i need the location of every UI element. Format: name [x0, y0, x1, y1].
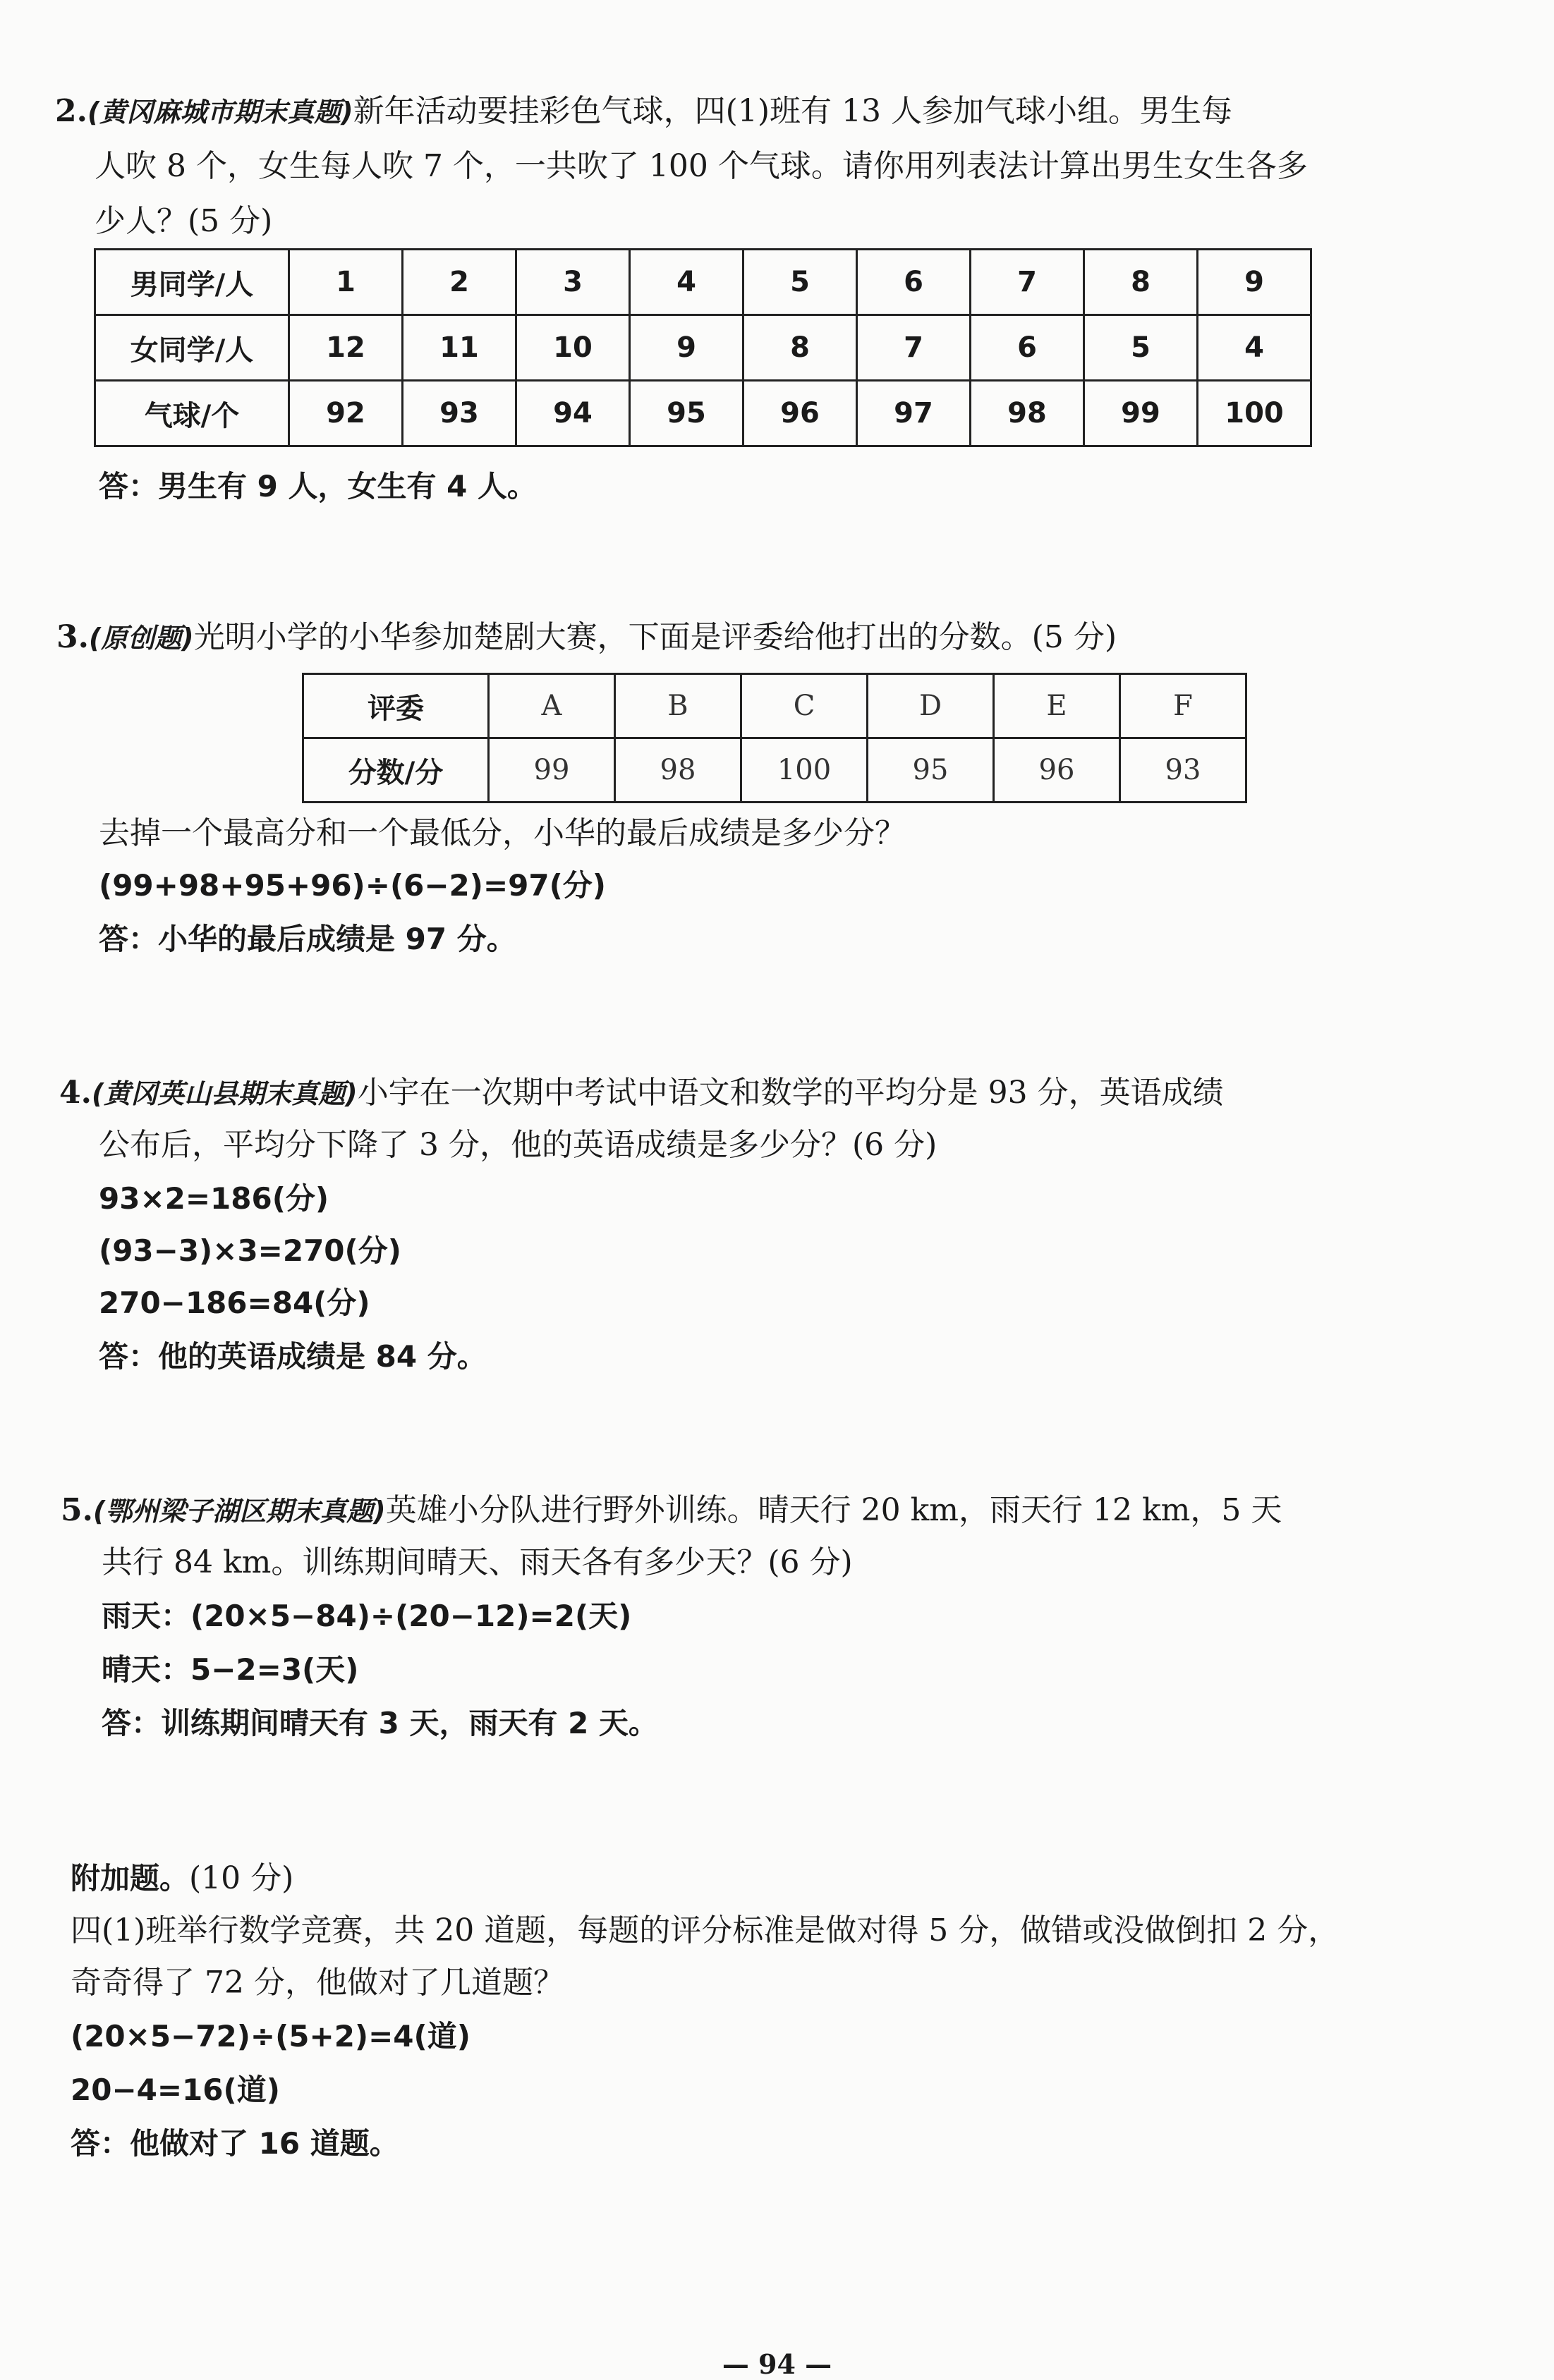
bonus-line2: 奇奇得了 72 分，他做对了几道题？: [71, 1965, 564, 2001]
q2-cell: 2: [403, 250, 516, 315]
q2-cell: 3: [516, 250, 630, 315]
q3-number: 3.: [56, 619, 89, 655]
q3-cell: 99: [489, 738, 615, 803]
q2-cell: 10: [516, 315, 630, 381]
q2-cell: 4: [630, 250, 743, 315]
q3-cell: 98: [615, 738, 741, 803]
q2-cell: 6: [857, 250, 971, 315]
q2-cell: 7: [971, 250, 1084, 315]
q4-text1: 小宇在一次期中考试中语文和数学的平均分是 93 分，英语成绩: [357, 1075, 1224, 1111]
q2-number: 2.: [55, 93, 87, 129]
q2-text1: 新年活动要挂彩色气球，四(1)班有 13 人参加气球小组。男生每: [353, 93, 1232, 129]
q3-cell: 100: [741, 738, 868, 803]
q3-row-header: 分数/分: [303, 738, 489, 803]
q2-cell: 92: [289, 381, 403, 446]
q3-answer: 答：小华的最后成绩是 97 分。: [99, 922, 516, 956]
q2-cell: 96: [743, 381, 857, 446]
q2-cell: 95: [630, 381, 743, 446]
bonus-line1: 四(1)班举行数学竞赛，共 20 道题，每题的评分标准是做对得 5 分，做错或没做倒扣 2 分，: [71, 1912, 1340, 1948]
bonus-points: (10 分): [189, 1860, 294, 1896]
q3-cell: F: [1120, 674, 1246, 738]
q2-row-header: 女同学/人: [95, 315, 289, 381]
q3-text1: 光明小学的小华参加楚剧大赛，下面是评委给他打出的分数。(5 分): [193, 619, 1117, 655]
q4-line1: [59, 1072, 1224, 1115]
q2-cell: 1: [289, 250, 403, 315]
q2-cell: 8: [743, 315, 857, 381]
q3-source: (原创题): [88, 623, 194, 654]
q4-work2: (93−3)×3=270(分): [99, 1233, 401, 1268]
q3-row: [303, 674, 1246, 738]
q4-answer: 答：他的英语成绩是 84 分。: [99, 1339, 487, 1374]
q3-cell: A: [489, 674, 615, 738]
q3-cell: C: [741, 674, 868, 738]
q4-number: 4.: [59, 1075, 92, 1111]
q2-row: [95, 315, 1311, 381]
q3-work1: (99+98+95+96)÷(6−2)=97(分): [99, 868, 607, 903]
q4-line2: 公布后，平均分下降了 3 分，他的英语成绩是多少分？(6 分): [99, 1127, 937, 1163]
q3-table: [302, 673, 1247, 803]
q2-line1: [55, 90, 1232, 133]
bonus-title: 附加题。: [71, 1861, 190, 1896]
q2-cell: 93: [403, 381, 516, 446]
q2-cell: 5: [1084, 315, 1198, 381]
q5-source: (鄂州梁子湖区期末真题): [92, 1496, 386, 1527]
q5-line2: 共行 84 km。训练期间晴天、雨天各有多少天？(6 分): [102, 1544, 853, 1580]
q2-row-header: 气球/个: [95, 381, 289, 446]
q5-text1: 英雄小分队进行野外训练。晴天行 20 km，雨天行 12 km，5 天: [385, 1492, 1282, 1528]
q3-cell: 96: [994, 738, 1120, 803]
q2-cell: 94: [516, 381, 630, 446]
q5-line1: [61, 1489, 1282, 1532]
q4-source: (黄冈英山县期末真题): [91, 1078, 358, 1109]
q3-cell: B: [615, 674, 741, 738]
q3-row: [303, 738, 1246, 803]
q2-row: [95, 381, 1311, 446]
q2-cell: 99: [1084, 381, 1198, 446]
bonus-work2: 20−4=16(道): [71, 2073, 280, 2107]
q5-number: 5.: [61, 1492, 93, 1528]
q4-work3: 270−186=84(分): [99, 1286, 370, 1320]
q3-cell: D: [868, 674, 994, 738]
q3-row-header: 评委: [303, 674, 489, 738]
q2-row: [95, 250, 1311, 315]
bonus-work1: (20×5−72)÷(5+2)=4(道): [71, 2019, 471, 2053]
q2-cell: 100: [1198, 381, 1311, 446]
q2-source: (黄冈麻城市期末真题): [87, 97, 353, 128]
q4-work1: 93×2=186(分): [99, 1181, 329, 1216]
q2-line2: 人吹 8 个，女生每人吹 7 个，一共吹了 100 个气球。请你用列表法计算出男生女生各多: [95, 148, 1308, 184]
q3-line1: [56, 616, 1117, 659]
q5-work1: 雨天：(20×5−84)÷(20−12)=2(天): [102, 1599, 632, 1633]
q3-cell: E: [994, 674, 1120, 738]
q2-cell: 5: [743, 250, 857, 315]
q2-table: [94, 248, 1312, 447]
q2-cell: 12: [289, 315, 403, 381]
q2-cell: 7: [857, 315, 971, 381]
page-number: — 94 —: [722, 2348, 832, 2380]
q2-cell: 97: [857, 381, 971, 446]
bonus-title-line: [71, 1857, 293, 1900]
q3-cell: 95: [868, 738, 994, 803]
q2-answer: 答：男生有 9 人，女生有 4 人。: [99, 469, 537, 504]
q2-row-header: 男同学/人: [95, 250, 289, 315]
q3-cell: 93: [1120, 738, 1246, 803]
q2-cell: 9: [630, 315, 743, 381]
q5-answer: 答：训练期间晴天有 3 天，雨天有 2 天。: [102, 1706, 658, 1740]
q2-cell: 9: [1198, 250, 1311, 315]
q2-cell: 6: [971, 315, 1084, 381]
q2-line3: 少人？(5 分): [95, 203, 273, 239]
q2-cell: 98: [971, 381, 1084, 446]
q3-question: 去掉一个最高分和一个最低分，小华的最后成绩是多少分？: [99, 815, 906, 851]
q2-cell: 8: [1084, 250, 1198, 315]
q5-work2: 晴天：5−2=3(天): [102, 1652, 359, 1687]
bonus-answer: 答：他做对了 16 道题。: [71, 2126, 399, 2161]
q2-cell: 4: [1198, 315, 1311, 381]
q2-cell: 11: [403, 315, 516, 381]
